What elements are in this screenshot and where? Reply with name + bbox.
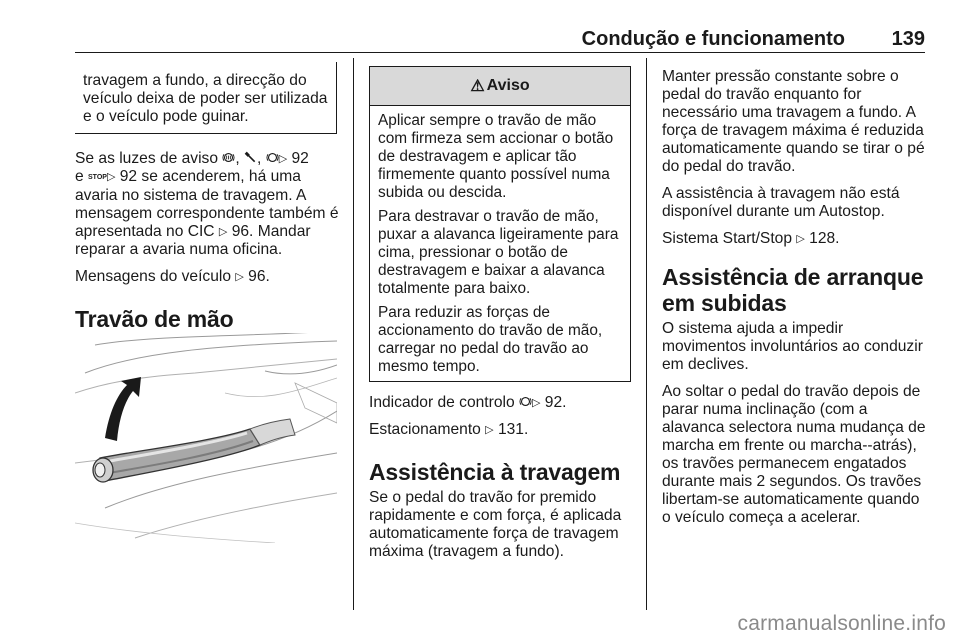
text-fragment: Estacionamento [369, 421, 486, 438]
control-indicator-paragraph [369, 394, 637, 412]
reference-arrow-icon: ▷ [485, 424, 494, 436]
warning-box [369, 66, 631, 382]
autostop-paragraph: A assistência à travagem não está disponível durante um Autostop. [662, 185, 900, 220]
column-3 [662, 68, 928, 536]
text-fragment: Sistema Start/Stop [662, 230, 797, 247]
warning-header [370, 67, 630, 106]
reference-arrow-icon: ▷ [531, 397, 541, 409]
brake-assist-paragraph: Se o pedal do travão for premido rapidamente e com força, é aplicada automaticamente força de travagem máxima (travagem a fundo). [369, 489, 622, 560]
continued-warning-text: travagem a fundo, a direcção do veículo deixa de poder ser utilizada e o veículo pode guinar. [83, 72, 328, 125]
text-fragment: 92. [540, 394, 567, 411]
warning-body [370, 106, 630, 376]
text-fragment: Se as luzes de aviso [75, 150, 223, 167]
section-heading-hill-start-assist: Assistência de arranque em subidas [662, 264, 924, 316]
warning-title: Aviso [486, 77, 530, 94]
parking-brake-indicator-icon [519, 395, 532, 408]
text-fragment: Indicador de controlo [369, 394, 519, 411]
column-1 [75, 150, 340, 332]
brake-warning-icon [266, 151, 279, 164]
text-fragment: 96. [243, 268, 270, 285]
reference-arrow-icon: ▷ [796, 233, 805, 245]
header-rule [75, 52, 925, 53]
column-2 [369, 394, 637, 570]
column-divider-1 [353, 58, 354, 610]
warning-paragraph-1: Aplicar sempre o travão de mão com firmeza sem accionar o botão de destravagem e aplicar tão firmemente quanto possível numa subida ou descida. [378, 112, 614, 201]
reference-arrow-icon: ▷ [278, 153, 288, 165]
text-fragment: 96. Mandar reparar a avaria numa oficina. [75, 223, 311, 258]
text-fragment: e [75, 168, 89, 185]
warning-triangle-icon: ⚠ [470, 78, 485, 95]
warning-paragraph-2: Para destravar o travão de mão, puxar a alavanca ligeiramente para cima, pressionar o botão de destravagem e baixar a alavanca totalmente para baixo. [378, 208, 619, 297]
continued-warning-box [75, 62, 337, 134]
section-heading-handbrake: Travão de mão [75, 306, 234, 332]
warning-paragraph-3: Para reduzir as forças de accionamento do travão de mão, carregar no pedal do travão ao mesmo tempo. [378, 304, 603, 375]
column-divider-2 [646, 58, 647, 610]
handbrake-illustration [75, 333, 337, 543]
brake-system-icon [222, 151, 235, 164]
text-fragment: 131. [493, 421, 529, 438]
section-heading-brake-assist: Assistência à travagem [369, 459, 621, 485]
text-fragment: Mensagens do veículo [75, 268, 236, 285]
text-fragment: 128. [804, 230, 840, 247]
text-fragment: 92 se acenderem, há uma avaria no sistema de travagem. A mensagem correspondente também é apresentada no CIC [75, 168, 339, 240]
hill-assist-paragraph-1: O sistema ajuda a impedir movimentos involuntários ao conduzir em declives. [662, 320, 923, 373]
watermark: carmanualsonline.info [737, 612, 946, 635]
page-number: 139 [891, 28, 925, 50]
constant-pressure-paragraph: Manter pressão constante sobre o pedal do travão enquanto for necessário uma travagem a fundo. A força de travagem máxima é reduzida automaticamente quando se tirar o pé do pedal do travão. [662, 68, 925, 175]
warning-lights-paragraph [75, 150, 340, 259]
text-fragment: , [235, 150, 245, 167]
wrench-icon [244, 151, 257, 164]
reference-arrow-icon: ▷ [218, 226, 228, 238]
parking-paragraph [369, 421, 637, 439]
reference-arrow-icon: ▷ [106, 171, 116, 183]
hill-assist-paragraph-2: Ao soltar o pedal do travão depois de parar numa inclinação (com a alavanca selectora numa mudança de marcha em frente ou marcha--atrás), os travões permanecem engatados durante mais 2 segundos. Os travões libertam-se automaticamente quando o veículo começa a acelerar. [662, 383, 926, 526]
text-fragment: , [257, 150, 266, 167]
text-fragment: 92 [287, 150, 309, 167]
stop-icon-label: STOP [88, 174, 107, 181]
start-stop-paragraph [662, 230, 928, 248]
header-title: Condução e funcionamento [581, 28, 845, 50]
page-header [75, 28, 925, 50]
vehicle-messages-paragraph [75, 268, 340, 286]
reference-arrow-icon: ▷ [235, 271, 244, 283]
